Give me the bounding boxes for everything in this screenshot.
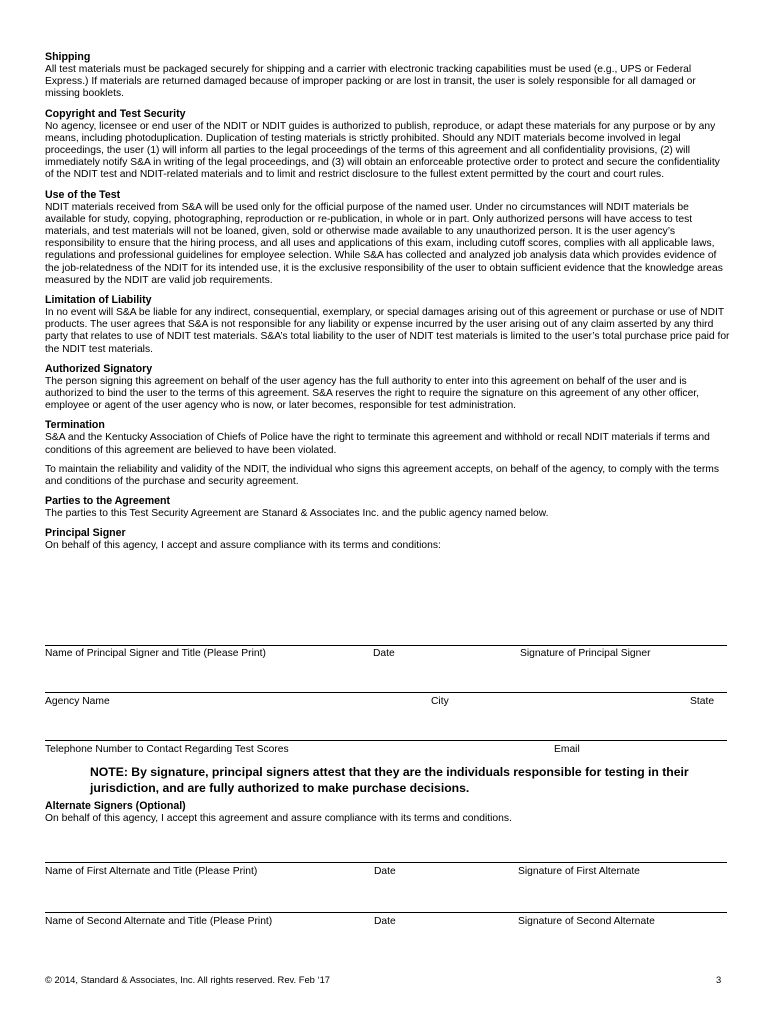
section-use-of-the-test	[45, 189, 730, 287]
section-heading: Copyright and Test Security	[45, 107, 186, 120]
section-parties-to-the-agreement	[45, 495, 730, 520]
second-alternate-date-label: Date	[374, 916, 396, 927]
section-copyright-and-test-security	[45, 108, 730, 182]
section-paragraph: To maintain the reliability and validity of the NDIT, the individual who signs this agreement accepts, on behalf of the agency, to comply with the terms and conditions of the purchase and security agreement.	[45, 463, 720, 488]
principal-name-title-label: Name of Principal Signer and Title (Please Print)	[45, 648, 266, 659]
city-label: City	[431, 696, 449, 707]
section-paragraph: NDIT materials received from S&A will be used only for the official purpose of the named user. Under no circumstances will NDIT materials be available for study, copying, photographing, reproduction or re-publication, in whole or in part. Only authorized persons will have access to test materials, and test materials will not be loaned, given, sold or otherwise made available to any unauthorized person. It is the user agency’s responsibility to ensure that the hiring process, and all uses and applications of this exam, including cutoff scores, complies with all applicable laws, regulations and professional guidelines for employee selection. While S&A has collected and analyzed job analysis data which provides evidence of the job-relatedness of the NDIT for its intended use, it is the exclusive responsibility of the user to obtain sufficient evidence that the knowledge areas measured by the NDIT are valid job requirements.	[45, 201, 723, 286]
signature-line-first-alternate	[45, 862, 727, 863]
agreement-body	[45, 51, 730, 560]
first-alternate-signature-label: Signature of First Alternate	[518, 866, 640, 877]
state-label: State	[690, 696, 715, 707]
section-heading: Use of the Test	[45, 188, 121, 201]
telephone-label: Telephone Number to Contact Regarding Test Scores	[45, 744, 289, 755]
section-paragraph: On behalf of this agency, I accept and assure compliance with its terms and conditions:	[45, 540, 441, 552]
second-alternate-name-label: Name of Second Alternate and Title (Please Print)	[45, 916, 273, 927]
principal-date-label: Date	[373, 648, 395, 659]
first-alternate-date-label: Date	[374, 866, 396, 877]
alternate-text: On behalf of this agency, I accept this agreement and assure compliance with its terms and conditions.	[45, 813, 512, 824]
section-limitation-of-liability	[45, 294, 730, 356]
section-paragraph: The parties to this Test Security Agreement are Stanard & Associates Inc. and the public agency named below.	[45, 508, 549, 520]
section-paragraph: No agency, licensee or end user of the NDIT or NDIT guides is authorized to publish, reproduce, or adapt these materials for any purpose or by any means, including photoduplication. Duplication of testing materials is strictly prohibited. Should any NDIT materials become involved in legal proceedings, the user (1) will inform all parties to the legal proceedings of the terms of this agreement and all confidentiality provisions, (2) will immediately notify S&A in writing of the legal proceedings, and (3) will obtain an enforceable protective order to protect and secure the confidentiality of the NDIT test and NDIT-related materials and to limit and restrict disclosure to the fullest extent permitted by the court and court rules.	[45, 120, 720, 181]
section-paragraph: All test materials must be packaged securely for shipping and a carrier with electronic tracking capabilities must be used (e.g., UPS or Federal Express.) If materials are returned damaged because of improper packing or are lost in transit, the user is solely responsible for all damaged or missing booklets.	[45, 64, 696, 100]
section-principal-signer	[45, 527, 730, 552]
first-alternate-name-label: Name of First Alternate and Title (Please Print)	[45, 866, 258, 877]
alternate-heading: Alternate Signers (Optional)	[45, 800, 186, 812]
note-statement: NOTE: By signature, principal signers attest that they are the individuals responsible for testing in their jurisdiction, and are fully authorized to make purchase decisions.	[90, 765, 689, 795]
principal-signature-label: Signature of Principal Signer	[520, 648, 651, 659]
section-shipping	[45, 51, 730, 101]
section-authorized-signatory	[45, 363, 730, 413]
section-termination	[45, 419, 730, 488]
signature-line-second-alternate	[45, 912, 727, 913]
section-heading: Parties to the Agreement	[45, 495, 170, 508]
section-heading: Limitation of Liability	[45, 294, 152, 307]
section-paragraph: In no event will S&A be liable for any indirect, consequential, exemplary, or special damages arising out of this agreement or purchase or use of NDIT products. The user agrees that S&A is not responsible for any liability or expense incurred by the user arising out of any claim asserted by any third party that relates to use of NDIT test materials. S&A’s total liability to the user of NDIT test materials is limited to the user’s total purchase price paid for the NDIT test materials.	[45, 307, 730, 355]
signature-line-agency	[45, 692, 727, 693]
page-number: 3	[716, 974, 722, 985]
second-alternate-signature-label: Signature of Second Alternate	[518, 916, 655, 927]
section-heading: Authorized Signatory	[45, 362, 153, 375]
section-heading: Principal Signer	[45, 527, 126, 540]
email-label: Email	[554, 744, 580, 755]
section-paragraph: The person signing this agreement on behalf of the user agency has the full authority to enter into this agreement on behalf of the user and is authorized to bind the user to the terms of this agreement. S&A reserves the right to require the signature on this agreement of any other officer, employee or agent of the user agency who is now, or later becomes, responsible for test administration.	[45, 375, 700, 412]
footer-copyright: © 2014, Standard & Associates, Inc. All rights reserved. Rev. Feb ‘17	[45, 974, 331, 985]
agency-name-label: Agency Name	[45, 696, 110, 707]
section-heading: Termination	[45, 419, 105, 432]
section-paragraph: S&A and the Kentucky Association of Chiefs of Police have the right to terminate this agreement and withhold or recall NDIT materials if terms and conditions of this agreement are believed to have been violated.	[45, 432, 710, 456]
alternate-signers-section	[45, 800, 730, 832]
signature-line-telephone	[45, 740, 727, 741]
signature-line-principal	[45, 645, 727, 646]
section-heading: Shipping	[45, 51, 91, 63]
